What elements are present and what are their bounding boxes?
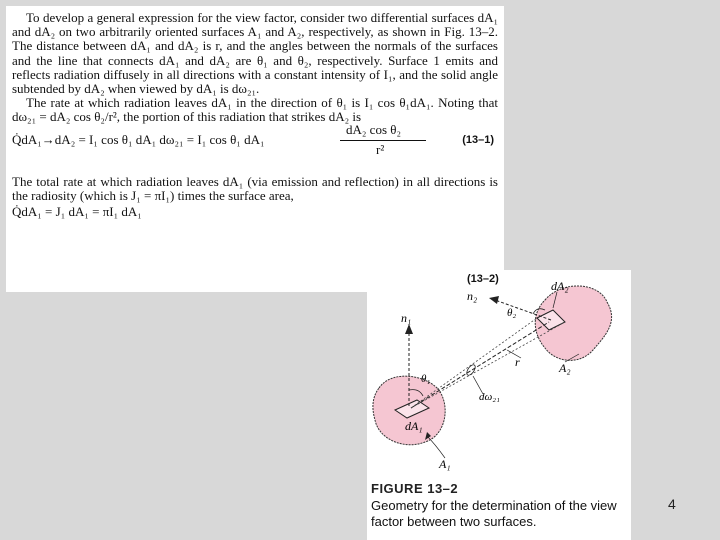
paragraph-intro: To develop a general expression for the view factor, consider two differential surfaces dA₁ and dA₂ on two arbitrarily oriented surfaces A₁ and A₂, respectively, as shown in Fig. 13–2. The distance between dA₁ and dA₂ is r, and the angles between the normals of the surfaces and the line that connects dA₁ and dA₂ are θ₁ and θ₂, respectively. Surface 1 emits and reflects radiation diffusely in all directions with a constant intensity of I₁, and the solid angle subtended by dA₂ when viewed by dA₁ is dω₂₁.: [12, 10, 498, 97]
label-da2: dA₂: [551, 279, 569, 293]
label-n2: n₂: [467, 289, 478, 303]
equation-13-1: [12, 121, 498, 173]
equation-13-1-label: (13–1): [462, 133, 494, 146]
figure-caption-text: Geometry for the determination of the view factor between two surfaces.: [371, 498, 617, 529]
equation-13-1-denominator: r²: [376, 141, 385, 157]
view-factor-diagram: [367, 270, 631, 480]
label-domega21: dω₂₁: [479, 391, 500, 403]
label-da1: dA₁: [405, 419, 423, 433]
equation-13-2-body: Q̇dA₁ = J₁ dA₁ = πI₁ dA₁: [12, 204, 142, 220]
paragraph-radiosity: The total rate at which radiation leaves dA₁ (via emission and reflection) in all directions is the radiosity (which is J₁ = πI₁) times the surface area,: [12, 173, 498, 203]
label-r: r: [515, 355, 520, 369]
solid-angle-ellipse: [465, 363, 477, 376]
label-a1: A₁: [439, 457, 451, 471]
label-theta2: θ₂: [507, 307, 517, 319]
label-theta1: θ₁: [421, 373, 431, 385]
page-number: 4: [668, 496, 676, 512]
equation-13-2: [12, 205, 498, 225]
fraction-bar: [340, 140, 426, 141]
equation-13-1-lhs: Q̇dA₁→dA₂ = I₁ cos θ₁ dA₁ dω₂₁ = I₁ cos θ₁ dA₁: [12, 131, 265, 147]
equation-13-2-label: (13–2): [467, 273, 499, 285]
figure-panel: [367, 270, 631, 540]
label-a2: A₂: [559, 361, 571, 375]
equation-13-1-numerator: dA₂ cos θ₂: [346, 121, 402, 137]
label-n1: n₁: [401, 311, 412, 325]
paragraph-rate: The rate at which radiation leaves dA₁ in the direction of θ₁ is I₁ cos θ₁dA₁. Noting that dω₂₁ = dA₂ cos θ₂/r², the portion of this radiation that strikes dA₂ is: [12, 95, 498, 125]
text-panel: [6, 6, 504, 292]
figure-caption-title: FIGURE 13–2: [371, 481, 459, 496]
